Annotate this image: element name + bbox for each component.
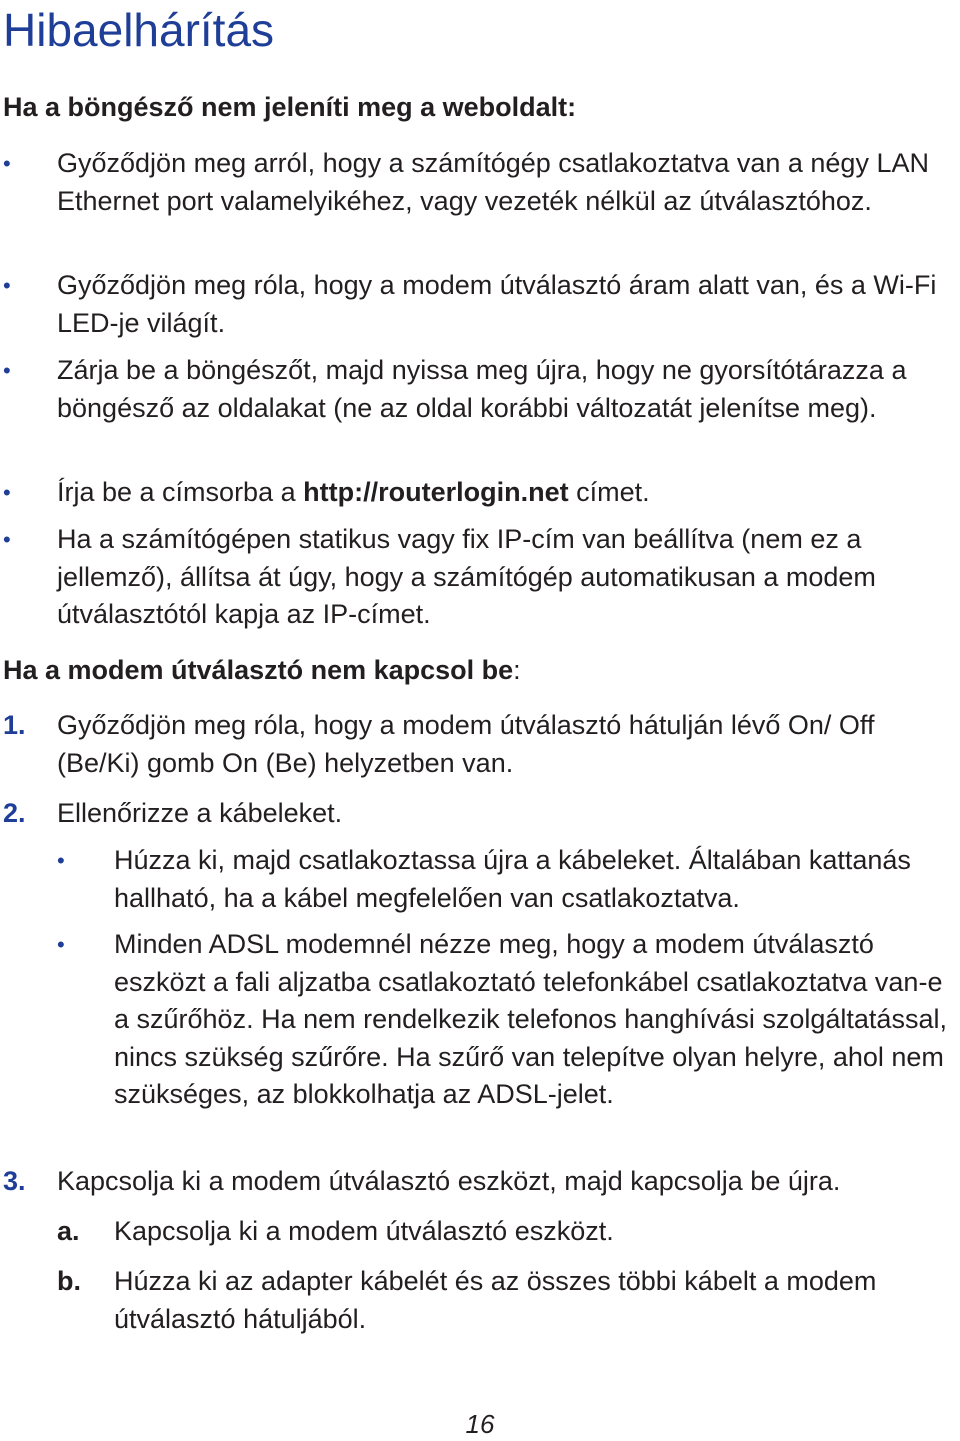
sub-list-item [57, 926, 957, 1114]
sub-list-item-text: Húzza ki, majd csatlakoztassa újra a kábeleket. Általában kattanás hallható, ha a kábel megfelelően van csatlakoztatva. [114, 845, 911, 913]
list-item [0, 521, 950, 634]
list-item [0, 145, 950, 220]
section-heading-power: Ha a modem útválasztó nem kapcsol be: [3, 655, 521, 685]
bullet-icon: • [3, 527, 11, 552]
list-item [0, 267, 950, 342]
list-item [0, 352, 950, 427]
step-text: Kapcsolja ki a modem útválasztó eszközt, majd kapcsolja be újra. [57, 1166, 841, 1196]
numbered-step [0, 707, 950, 782]
section-heading-browser: Ha a böngésző nem jeleníti meg a weboldalt: [3, 92, 577, 122]
bullet-icon: • [57, 932, 65, 957]
bullet-icon: • [3, 151, 11, 176]
step-text: Győződjön meg róla, hogy a modem útválasztó hátulján lévő On/ Off (Be/Ki) gomb On (Be) helyzetben van. [57, 710, 875, 778]
lettered-substep [57, 1263, 957, 1338]
router-url: http://routerlogin.net [303, 477, 569, 507]
substep-text: Kapcsolja ki a modem útválasztó eszközt. [114, 1216, 614, 1246]
page-title: Hibaelhárítás [3, 4, 275, 56]
list-item [0, 474, 950, 512]
list-item-text: Győződjön meg arról, hogy a számítógép csatlakoztatva van a négy LAN Ethernet port valamelyikéhez, vagy vezeték nélkül az útválasztóhoz. [57, 148, 929, 216]
step-number: 3. [3, 1166, 26, 1196]
step-text: Ellenőrizze a kábeleket. [57, 798, 343, 828]
list-item-text: Ha a számítógépen statikus vagy fix IP-cím van beállítva (nem ez a jellemző), állítsa át úgy, hogy a számítógép automatikusan a modem útválasztótól kapja az IP-címet. [57, 524, 876, 629]
substep-letter: b. [57, 1266, 81, 1296]
list-item-text: Írja be a címsorba a http://routerlogin.net címet. [57, 477, 650, 507]
numbered-step [0, 1163, 950, 1201]
bullet-icon: • [3, 273, 11, 298]
sub-list-item-text: Minden ADSL modemnél nézze meg, hogy a modem útválasztó eszközt a fali aljzatba csatlakoztató telefonkábel csatlakoztatva van-e a szűrőhöz. Ha nem rendelkezik telefonos hanghívási szolgáltatással, nincs szükség szűrőre. Ha szűrő van telepítve olyan helyre, ahol nem szükséges, az blokkolhatja az ADSL-jelet. [114, 929, 947, 1109]
list-item-text: Győződjön meg róla, hogy a modem útválasztó áram alatt van, és a Wi-Fi LED-je világít. [57, 270, 937, 338]
sub-list-item [57, 842, 957, 917]
step-number: 1. [3, 710, 26, 740]
substep-letter: a. [57, 1216, 80, 1246]
bullet-icon: • [3, 358, 11, 383]
lettered-substep [57, 1213, 957, 1251]
bullet-icon: • [3, 480, 11, 505]
page-number: 16 [465, 1409, 495, 1439]
list-item-text: Zárja be a böngészőt, majd nyissa meg újra, hogy ne gyorsítótárazza a böngésző az oldalakat (ne az oldal korábbi változatát jelenítse meg). [57, 355, 907, 423]
numbered-step [0, 795, 950, 833]
bullet-icon: • [57, 848, 65, 873]
step-number: 2. [3, 798, 26, 828]
substep-text: Húzza ki az adapter kábelét és az összes többi kábelt a modem útválasztó hátuljából. [114, 1266, 877, 1334]
